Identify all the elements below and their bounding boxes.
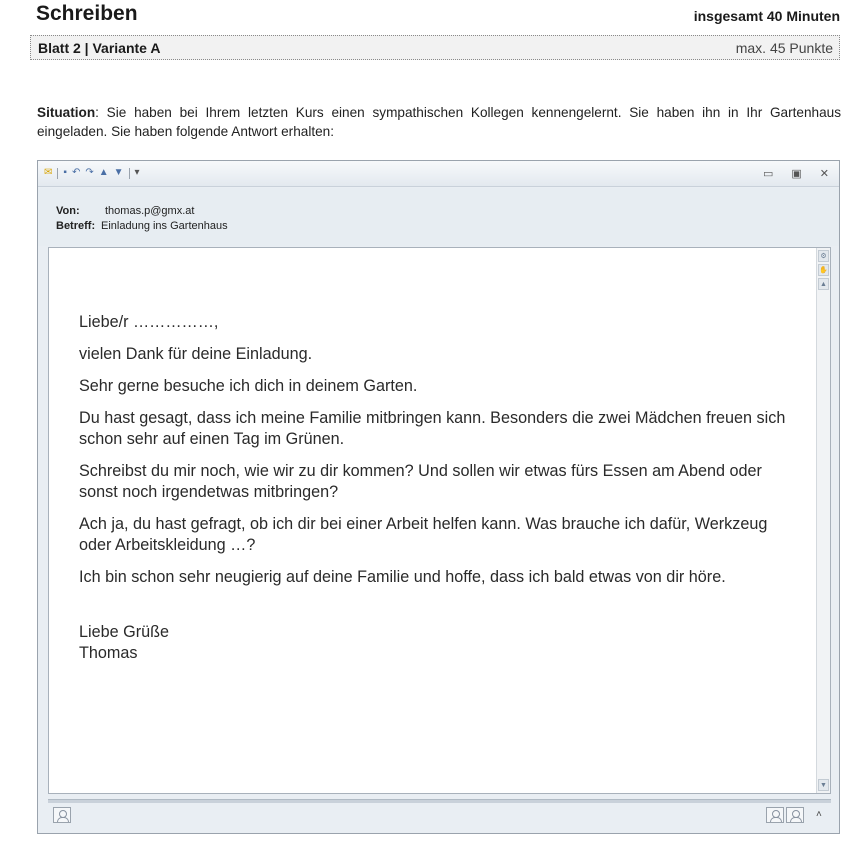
closing: Liebe Grüße xyxy=(79,623,169,641)
paragraph-4: Schreibst du mir noch, wie wir zu dir kommen? Und sollen wir etwas fürs Essen am Abend oder sonst noch irgendetwas mitbringen? xyxy=(79,462,762,501)
paragraph-1: vielen Dank für deine Einladung. xyxy=(79,345,313,363)
subject-row xyxy=(56,220,228,232)
scroll-up-icon[interactable]: ▲ xyxy=(818,278,829,290)
hand-icon[interactable]: ✋ xyxy=(818,264,829,276)
situation-label: Situation xyxy=(37,105,96,120)
redo-icon[interactable]: ↷ xyxy=(85,167,94,178)
from-row xyxy=(56,205,194,217)
customize-icon[interactable]: ▾ xyxy=(134,167,140,178)
letter-text xyxy=(79,312,799,664)
message-body[interactable] xyxy=(48,247,831,794)
save-icon[interactable]: ▪ xyxy=(63,167,67,178)
subject-label: Betreff: xyxy=(56,220,96,232)
from-value: thomas.p@gmx.at xyxy=(105,205,195,217)
salutation: Liebe/r ……………, xyxy=(79,313,219,331)
undo-icon[interactable]: ↶ xyxy=(71,167,81,178)
expand-caret-icon[interactable]: ˄ xyxy=(816,809,822,820)
paragraph-3: Du hast gesagt, dass ich meine Familie mitbringen kann. Besonders die zwei Mädchen freuen sich schon sehr auf einen Tag im Grünen. xyxy=(79,409,786,448)
title-bar xyxy=(38,161,839,187)
scroll-down-icon[interactable]: ▼ xyxy=(818,779,829,791)
maximize-icon[interactable]: ▣ xyxy=(791,168,802,180)
pane-divider[interactable] xyxy=(48,799,831,803)
sheet-bar xyxy=(30,35,840,60)
close-icon[interactable]: ✕ xyxy=(819,168,829,180)
paragraph-2: Sehr gerne besuche ich dich in deinem Garten. xyxy=(79,377,418,395)
sheet-label: Blatt 2 | Variante A xyxy=(38,40,161,56)
mail-header xyxy=(38,188,839,246)
page-title: Schreiben xyxy=(36,2,138,25)
paragraph-6: Ich bin schon sehr neugierig auf deine Familie und hoffe, dass ich bald etwas von dir höre. xyxy=(79,568,726,586)
translate-icon[interactable]: ⚙ xyxy=(818,250,829,262)
sender-avatar-icon[interactable] xyxy=(53,807,71,823)
quick-access-toolbar xyxy=(44,167,140,179)
contact-avatar-icon[interactable] xyxy=(766,807,784,823)
toolbar-separator xyxy=(129,168,130,179)
mail-window xyxy=(37,160,840,834)
up-arrow-icon[interactable]: ▲ xyxy=(98,167,109,178)
down-arrow-icon[interactable]: ▼ xyxy=(113,167,124,178)
from-label: Von: xyxy=(56,205,80,217)
vertical-scrollbar[interactable] xyxy=(816,248,830,793)
situation-text xyxy=(37,103,841,141)
toolbar-separator xyxy=(57,168,58,179)
subject-value: Einladung ins Gartenhaus xyxy=(101,220,228,232)
minimize-icon[interactable]: ▭ xyxy=(762,168,774,180)
signature: Thomas xyxy=(79,644,138,662)
situation-body: : Sie haben bei Ihrem letzten Kurs einen sympathischen Kollegen kennengelernt. Sie haben ihn in Ihr Gartenhaus eingeladen. Sie haben folgende Antwort erhalten: xyxy=(37,105,841,139)
paragraph-5: Ach ja, du hast gefragt, ob ich dir bei einer Arbeit helfen kann. Was brauche ich dafür, Werkzeug oder Arbeitskleidung …? xyxy=(79,515,768,554)
page-header xyxy=(30,4,840,26)
window-controls xyxy=(763,167,829,180)
people-pane xyxy=(48,799,831,825)
contact-avatar-icon[interactable] xyxy=(786,807,804,823)
mail-icon[interactable]: ✉ xyxy=(44,167,53,178)
time-total: insgesamt 40 Minuten xyxy=(693,8,840,24)
points-label: max. 45 Punkte xyxy=(735,40,833,56)
